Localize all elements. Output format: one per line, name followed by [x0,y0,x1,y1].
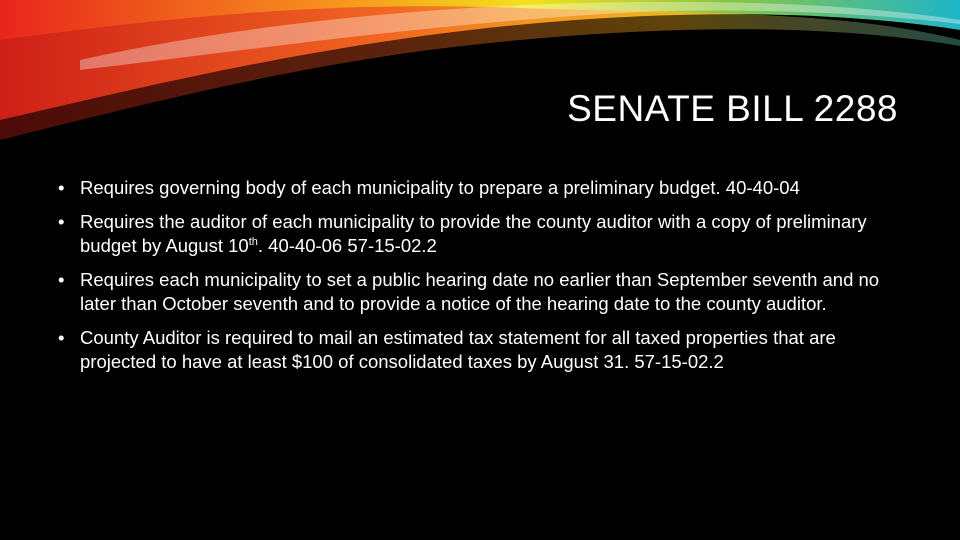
bullet-item [58,326,903,374]
bullet-marker: • [58,269,65,290]
bullet-text: Requires the auditor of each municipality to provide the county auditor with a copy of preliminary budget by August 10 [80,211,867,256]
bullet-superscript: th [248,235,258,248]
bullet-list [58,176,903,384]
bullet-marker: • [58,211,65,232]
bullet-text-end: . 40-40-06 57-15-02.2 [257,235,437,256]
bullet-text: Requires each municipality to set a public hearing date no earlier than September seventh and no later than October seventh and to provide a notice of the hearing date to the county auditor. [80,269,880,314]
decorative-swoosh [0,0,960,160]
bullet-marker: • [58,327,65,348]
bullet-text: County Auditor is required to mail an estimated tax statement for all taxed properties that are projected to have at least $100 of consolidated taxes by August 31. 57-15-02.2 [80,327,836,372]
bullet-text: Requires governing body of each municipality to prepare a preliminary budget. 40-40-04 [80,177,800,198]
slide-title: SENATE BILL 2288 [567,88,898,129]
bullet-marker: • [58,177,65,198]
bullet-item [58,268,903,316]
bullet-item [58,176,903,200]
bullet-item [58,210,903,258]
